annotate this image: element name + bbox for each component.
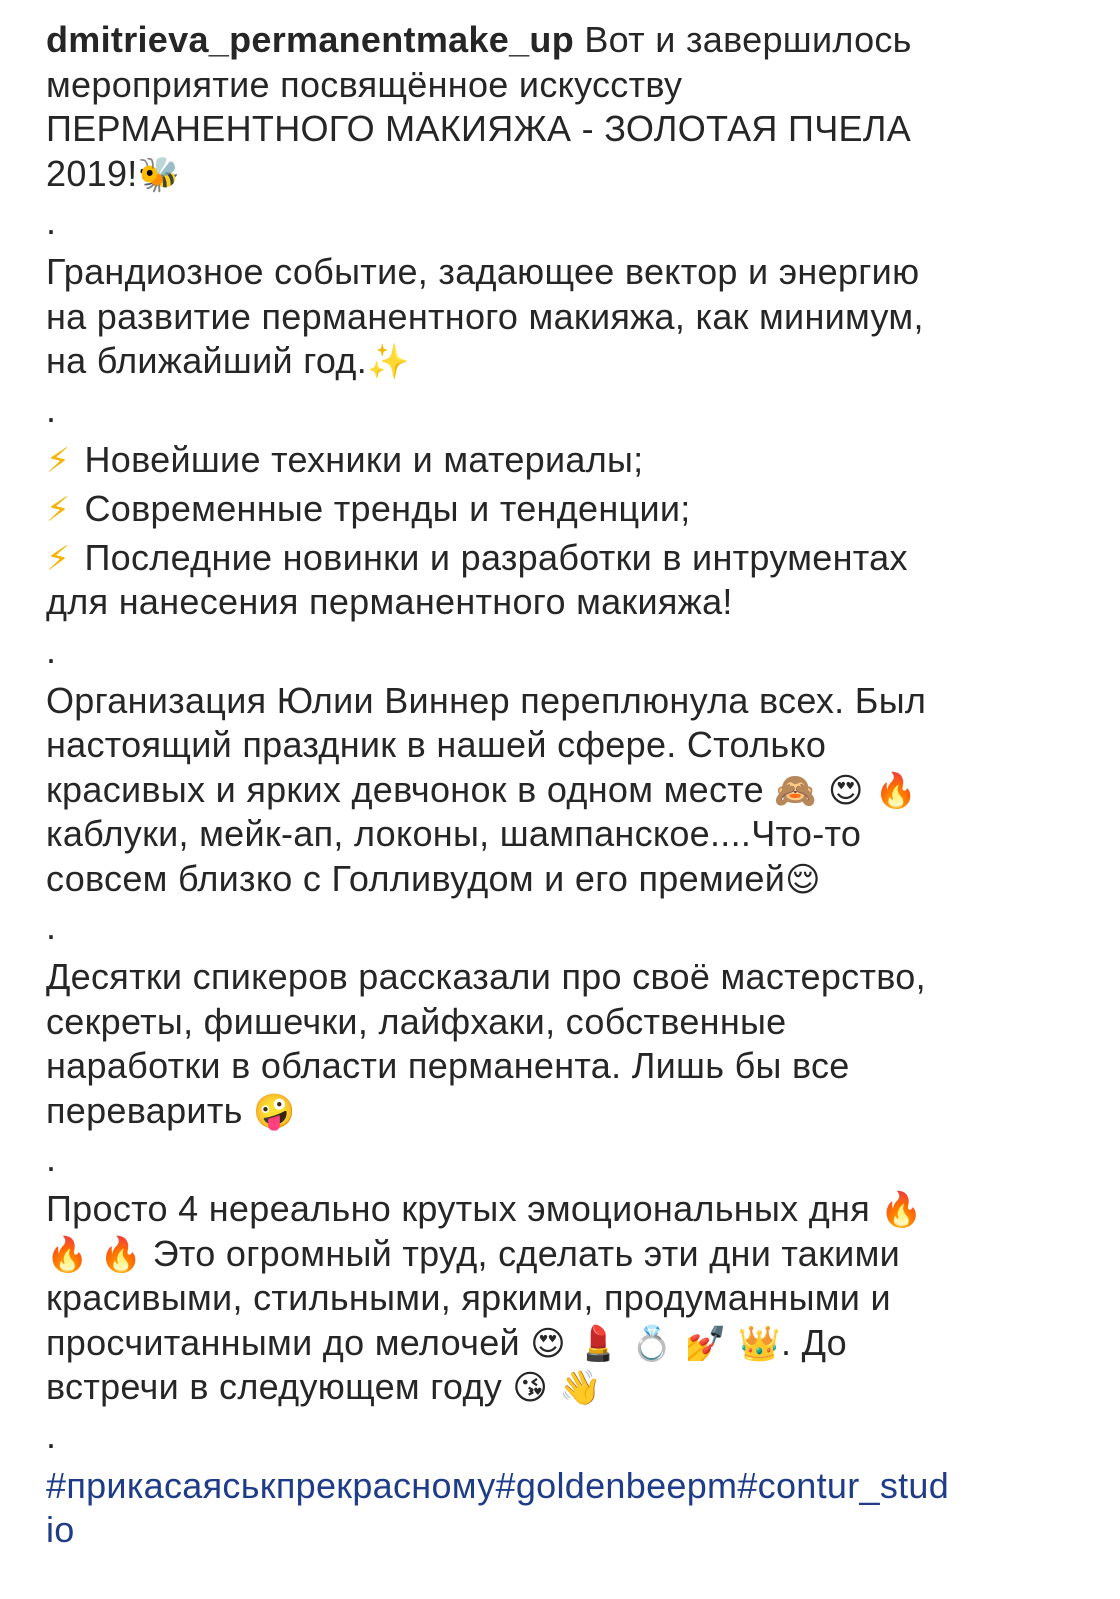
- hashtag-link[interactable]: #прикасаяськпрекрасному#goldenbeepm#contur_stud: [46, 1464, 950, 1506]
- caption-line: [46, 857, 1076, 902]
- bullet-text: Современные тренды и тенденции;: [84, 487, 691, 529]
- caption-text: красивых и ярких девчонок в одном месте: [46, 768, 764, 810]
- lightning-icon: ⚡: [46, 489, 71, 530]
- hashtag-link[interactable]: io: [46, 1509, 75, 1550]
- relieved-face-icon: 😌: [785, 859, 821, 900]
- caption-line: Организация Юлии Виннер переплюнула всех. Был: [46, 679, 927, 721]
- caption-line: на развитие перманентного макияжа, как минимум,: [46, 295, 924, 337]
- caption-text: Вот и завершилось: [584, 19, 912, 60]
- emoji-group-icon: 😍 💄 💍 💅 👑: [530, 1323, 781, 1364]
- caption-text: на ближайший год.: [46, 340, 368, 381]
- separator-dot: .: [46, 1414, 57, 1456]
- separator-dot: .: [46, 629, 57, 671]
- caption-text: Это огромный труд, сделать эти дни такими: [152, 1232, 901, 1274]
- kiss-wave-icon: 😘 👋: [512, 1368, 602, 1408]
- caption-line: [46, 1321, 1076, 1366]
- caption-line: [46, 18, 1076, 63]
- separator-dot: .: [46, 1138, 57, 1179]
- bee-icon: 🐝: [137, 154, 181, 195]
- separator-dot: .: [46, 388, 57, 430]
- caption-line: [46, 152, 1076, 197]
- separator-dot: .: [46, 201, 57, 242]
- bullet-text: Новейшие техники и материалы;: [84, 438, 644, 480]
- caption-text: совсем близко с Голливудом и его премией: [46, 857, 786, 899]
- separator-dot: .: [46, 906, 57, 947]
- caption-line: Десятки спикеров рассказали про своё мастерство,: [46, 956, 926, 997]
- fire-icon: 🔥: [880, 1190, 923, 1230]
- caption-text: 2019!: [46, 152, 138, 194]
- fire-icon: 🔥 🔥: [46, 1234, 143, 1275]
- caption-line: [46, 768, 1076, 813]
- caption-text: Просто 4 нереально крутых эмоциональных дня: [46, 1188, 871, 1229]
- bullet-text: Последние новинки и разработки в интрументах: [84, 536, 908, 578]
- caption-line: настоящий праздник в нашей сфере. Столько: [46, 724, 827, 765]
- username-link[interactable]: dmitrieva_permanentmake_up: [46, 19, 575, 60]
- bullet-item: [46, 487, 1076, 536]
- caption-text: просчитанными до мелочей: [46, 1321, 520, 1363]
- lightning-icon: ⚡: [46, 440, 71, 481]
- caption-line: каблуки, мейк-ап, локоны, шампанское....Что-то: [46, 813, 862, 854]
- caption-line: красивыми, стильными, яркими, продуманными и: [46, 1277, 891, 1318]
- caption-line: Грандиозное событие, задающее вектор и энергию: [46, 251, 920, 292]
- caption-line: для нанесения перманентного макияжа!: [46, 581, 733, 622]
- caption-line: [46, 1187, 1076, 1232]
- caption-line: ПЕРМАНЕНТНОГО МАКИЯЖА - ЗОЛОТАЯ ПЧЕЛА: [46, 108, 912, 149]
- caption-line: [46, 339, 1076, 384]
- caption-line: [46, 1089, 1076, 1134]
- bullet-item: [46, 536, 1076, 581]
- caption-line: [46, 1232, 1076, 1277]
- lightning-icon: ⚡: [46, 538, 71, 579]
- caption-line: [46, 1365, 1076, 1410]
- caption-line: мероприятие посвящённое искусству: [46, 63, 683, 105]
- caption-text: . До: [780, 1321, 847, 1363]
- caption-line: наработки в области перманента. Лишь бы все: [46, 1045, 850, 1086]
- caption-text: переварить: [46, 1089, 243, 1131]
- caption-line: секреты, фишечки, лайфхаки, собственные: [46, 1000, 787, 1042]
- hashtags-line: [46, 1508, 1076, 1553]
- sparkles-icon: ✨: [367, 342, 410, 382]
- caption-text: встречи в следующем году: [46, 1366, 503, 1407]
- zany-face-icon: 🤪: [253, 1091, 296, 1132]
- bullet-item: [46, 438, 1076, 487]
- post-caption: [46, 18, 1076, 1553]
- emoji-group-icon: 🙈 😍 🔥: [774, 770, 918, 811]
- hashtags-line: [46, 1464, 1076, 1509]
